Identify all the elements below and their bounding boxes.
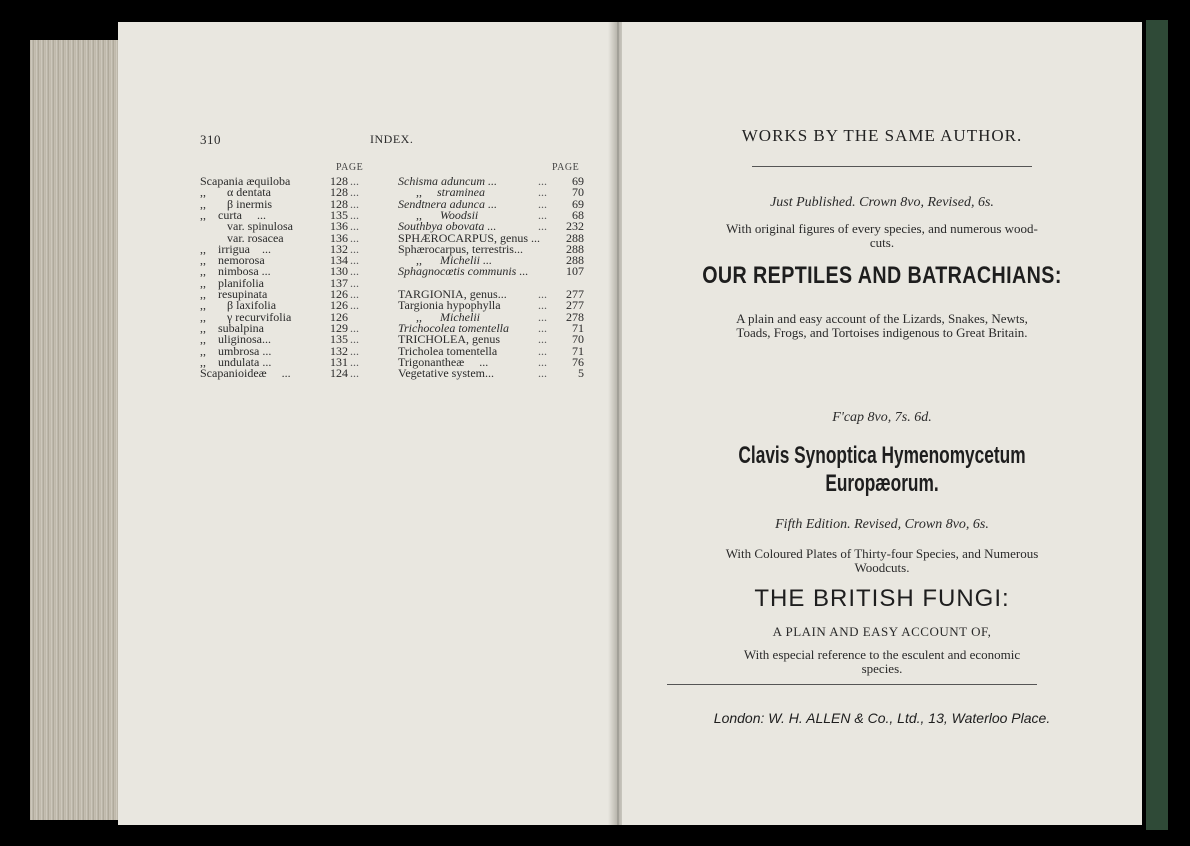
- running-head: INDEX.: [370, 132, 414, 146]
- index-entry: [398, 265, 584, 277]
- index-page-number: 70: [572, 332, 584, 347]
- index-term: ,, Woodsii: [398, 207, 479, 222]
- index-page-number: 76: [572, 354, 584, 369]
- leader-dots: ...: [350, 253, 359, 268]
- book3-note: With especial reference to the esculent and economic species.: [743, 647, 1021, 676]
- leader-dots: ...: [538, 287, 547, 301]
- index-term: ,, resupinata: [200, 287, 268, 301]
- index-term: ,, α dentata: [200, 185, 271, 200]
- index-term: TRICHOLEA, genus: [398, 332, 500, 347]
- index-page-number: 124: [330, 366, 348, 381]
- leader-dots: ...: [350, 207, 359, 222]
- index-page-number: 107: [566, 264, 584, 279]
- index-page-number: 277: [566, 287, 584, 301]
- index-entry: [398, 367, 584, 379]
- index-page-number: 288: [566, 253, 584, 268]
- leader-dots: ...: [538, 354, 547, 369]
- leader-dots: ...: [350, 264, 359, 279]
- index-term: SPHÆROCARPUS, genus ...: [398, 230, 541, 245]
- index-page-number: 134: [330, 253, 348, 268]
- index-term: ,, β laxifolia: [200, 298, 277, 313]
- index-page-number: 132: [330, 241, 348, 256]
- index-term: ,, nimbosa ...: [200, 264, 271, 279]
- index-term: TARGIONIA, genus...: [398, 287, 507, 301]
- index-page-number: 135: [330, 332, 348, 347]
- leader-dots: ...: [538, 309, 547, 324]
- book1-edition: Just Published. Crown 8vo, Revised, 6s.: [770, 195, 994, 210]
- index-term: Sphærocarpus, terrestris...: [398, 241, 523, 256]
- index-page-number: 126: [330, 287, 348, 301]
- rule-bottom: [667, 684, 1037, 685]
- leader-dots: ...: [538, 196, 547, 211]
- index-term: ,, uliginosa...: [200, 332, 271, 347]
- page-stack-edge: [30, 40, 120, 820]
- index-page-number: 68: [572, 207, 584, 222]
- index-page-number: 288: [566, 230, 584, 245]
- index-term: ,, subalpina: [200, 320, 264, 335]
- index-page-number: 137: [330, 275, 348, 290]
- index-page-number: 71: [572, 320, 584, 335]
- index-page-number: 70: [572, 185, 584, 200]
- leader-dots: ...: [350, 287, 359, 301]
- index-term: ,, Michelii ...: [398, 253, 492, 268]
- index-term: Sendtnera adunca ...: [398, 196, 497, 211]
- leader-dots: ...: [350, 343, 359, 358]
- cover-edge: [1146, 20, 1168, 830]
- index-page-number: 130: [330, 264, 348, 279]
- leader-dots: ...: [350, 332, 359, 347]
- index-term: Trigonantheæ ...: [398, 354, 489, 369]
- index-page-number: 136: [330, 219, 348, 234]
- book1-title: OUR REPTILES AND BATRACHIANS:: [702, 262, 1062, 289]
- leader-dots: ...: [350, 196, 359, 211]
- index-term: var. spinulosa: [200, 219, 293, 234]
- index-term: ,, nemorosa: [200, 253, 265, 268]
- index-term: var. rosacea: [200, 230, 284, 245]
- leader-dots: ...: [350, 298, 359, 313]
- index-page-number: 128: [330, 185, 348, 200]
- imprint: London: W. H. ALLEN & Co., Ltd., 13, Waterloo Place.: [713, 710, 1051, 726]
- index-page-number: 129: [330, 320, 348, 335]
- rule-top: [752, 166, 1032, 167]
- page-number: 310: [200, 132, 221, 147]
- works-heading: WORKS BY THE SAME AUTHOR.: [741, 126, 1023, 145]
- index-term: ,, Michelii: [398, 309, 480, 324]
- index-entry: [200, 366, 359, 381]
- index-term: Southbya obovata ...: [398, 219, 497, 234]
- leader-dots: ...: [350, 275, 359, 290]
- index-page-number: 126: [330, 309, 348, 324]
- leader-dots: ...: [538, 343, 547, 358]
- index-page-number: 277: [566, 298, 584, 313]
- index-page-number: 136: [330, 230, 348, 245]
- leader-dots: ...: [538, 320, 547, 335]
- leader-dots: ...: [350, 320, 359, 335]
- leader-dots: ...: [538, 174, 547, 188]
- leader-dots: ...: [350, 354, 359, 369]
- book1-subtitle: A plain and easy account of the Lizards, Snakes, Newts, Toads, Frogs, and Tortoises indigenous to Great Britain.: [736, 311, 1028, 340]
- index-page-number: 71: [572, 343, 584, 358]
- leader-dots: ...: [538, 219, 547, 234]
- index-term: ,, γ recurvifolia: [200, 309, 292, 324]
- index-page-number: 128: [330, 174, 348, 188]
- column-header-right: PAGE: [552, 162, 580, 173]
- book2-title: Clavis Synoptica Hymenomycetum Europæorum.: [738, 442, 1026, 497]
- index-term: ,, umbrosa ...: [200, 343, 272, 358]
- book3-description: With Coloured Plates of Thirty-four Species, and Numerous Woodcuts.: [725, 546, 1039, 575]
- index-term: ,, curta ...: [200, 207, 266, 222]
- index-page-number: 128: [330, 196, 348, 211]
- index-page-number: 288: [566, 241, 584, 256]
- index-term: Trichocolea tomentella: [398, 320, 509, 335]
- index-term: Schisma aduncum ...: [398, 174, 497, 188]
- leader-dots: ...: [538, 185, 547, 200]
- index-term: ,, undulata ...: [200, 354, 272, 369]
- book3-subtitle: A PLAIN AND EASY ACCOUNT OF,: [772, 624, 992, 639]
- index-term: ,, straminea: [398, 185, 485, 200]
- book3-title: THE BRITISH FUNGI:: [754, 585, 1010, 612]
- index-term: Tricholea tomentella: [398, 343, 498, 358]
- leader-dots: ...: [350, 366, 359, 381]
- book2-edition: F'cap 8vo, 7s. 6d.: [832, 410, 932, 425]
- index-page-number: 69: [572, 196, 584, 211]
- index-term: ,, β inermis: [200, 196, 273, 211]
- index-term: ,, irrigua ...: [200, 241, 271, 256]
- index-page-number: 69: [572, 174, 584, 188]
- index-page-number: 232: [566, 219, 584, 234]
- index-term: Scapania æquiloba: [200, 174, 291, 188]
- book3-edition: Fifth Edition. Revised, Crown 8vo, 6s.: [775, 517, 989, 532]
- leader-dots: ...: [350, 219, 359, 234]
- index-term: Sphagnocœtis communis ...: [398, 264, 529, 279]
- leader-dots: ...: [538, 366, 547, 381]
- leader-dots: ...: [538, 207, 547, 222]
- leader-dots: ...: [350, 241, 359, 256]
- leader-dots: ...: [350, 185, 359, 200]
- book1-description: With original figures of every species, and numerous wood-cuts.: [726, 221, 1038, 250]
- leader-dots: ...: [538, 298, 547, 313]
- index-page-number: 126: [330, 298, 348, 313]
- leader-dots: ...: [350, 174, 359, 188]
- index-term: Targionia hypophylla: [398, 298, 501, 313]
- index-term: Vegetative system...: [398, 366, 494, 381]
- index-term: Scapanioideæ ...: [200, 366, 291, 381]
- left-page: [118, 22, 618, 825]
- index-page-number: 135: [330, 207, 348, 222]
- index-page-number: 131: [330, 354, 348, 369]
- index-page-number: 5: [578, 366, 584, 381]
- leader-dots: ...: [350, 230, 359, 245]
- right-page: [622, 22, 1142, 825]
- index-page-number: 132: [330, 343, 348, 358]
- index-term: ,, planifolia: [200, 275, 264, 290]
- index-page-number: 278: [566, 309, 584, 324]
- leader-dots: ...: [538, 332, 547, 347]
- column-header-left: PAGE: [336, 162, 364, 173]
